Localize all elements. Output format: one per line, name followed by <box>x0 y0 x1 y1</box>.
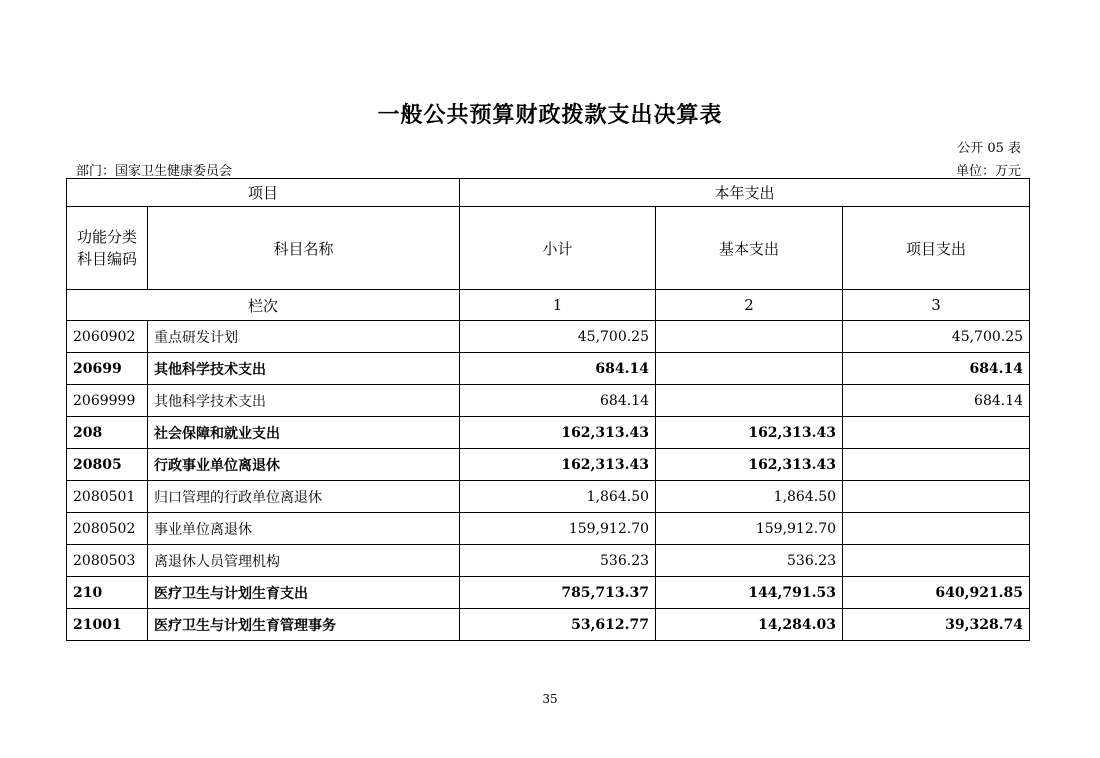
row-basic: 162,313.43 <box>656 449 843 481</box>
row-name: 行政事业单位离退休 <box>148 449 460 481</box>
row-code: 2060902 <box>67 321 148 353</box>
row-subtotal: 159,912.70 <box>460 513 656 545</box>
header-column-seq: 栏次 <box>67 290 460 321</box>
page-title: 一般公共预算财政拨款支出决算表 <box>377 102 723 128</box>
table-row <box>67 385 1030 417</box>
row-name: 社会保障和就业支出 <box>148 417 460 449</box>
row-project <box>843 513 1030 545</box>
row-name: 其他科学技术支出 <box>148 353 460 385</box>
row-name: 事业单位离退休 <box>148 513 460 545</box>
table-row <box>67 481 1030 513</box>
header-col-3: 3 <box>843 290 1030 321</box>
header-row-3 <box>67 290 1030 321</box>
table-row <box>67 609 1030 641</box>
header-code: 功能分类 科目编码 <box>67 207 148 290</box>
row-project: 684.14 <box>843 385 1030 417</box>
row-basic <box>656 385 843 417</box>
row-code: 20805 <box>67 449 148 481</box>
row-code: 2069999 <box>67 385 148 417</box>
row-code: 20699 <box>67 353 148 385</box>
row-subtotal: 162,313.43 <box>460 449 656 481</box>
row-subtotal: 162,313.43 <box>460 417 656 449</box>
row-subtotal: 53,612.77 <box>460 609 656 641</box>
header-current-year: 本年支出 <box>460 179 1030 207</box>
table-row <box>67 449 1030 481</box>
form-number: 公开 05 表 <box>957 141 1021 156</box>
row-project <box>843 417 1030 449</box>
row-basic: 1,864.50 <box>656 481 843 513</box>
header-item: 项目 <box>67 179 460 207</box>
row-basic <box>656 353 843 385</box>
header-col-1: 1 <box>460 290 656 321</box>
row-code: 210 <box>67 577 148 609</box>
row-project <box>843 449 1030 481</box>
row-code: 208 <box>67 417 148 449</box>
row-subtotal: 536.23 <box>460 545 656 577</box>
table-row <box>67 545 1030 577</box>
row-project: 684.14 <box>843 353 1030 385</box>
department-label: 部门：国家卫生健康委员会 <box>76 164 233 179</box>
table-row <box>67 353 1030 385</box>
row-project: 39,328.74 <box>843 609 1030 641</box>
row-code: 2080502 <box>67 513 148 545</box>
row-name: 医疗卫生与计划生育支出 <box>148 577 460 609</box>
header-name: 科目名称 <box>148 207 460 290</box>
row-subtotal: 1,864.50 <box>460 481 656 513</box>
row-name: 离退休人员管理机构 <box>148 545 460 577</box>
row-name: 归口管理的行政单位离退休 <box>148 481 460 513</box>
table-row <box>67 577 1030 609</box>
row-name: 其他科学技术支出 <box>148 385 460 417</box>
header-subtotal: 小计 <box>460 207 656 290</box>
expenditure-table <box>66 178 1030 641</box>
row-project: 640,921.85 <box>843 577 1030 609</box>
row-basic: 159,912.70 <box>656 513 843 545</box>
row-subtotal: 684.14 <box>460 353 656 385</box>
table-row <box>67 321 1030 353</box>
row-project <box>843 545 1030 577</box>
row-code: 2080501 <box>67 481 148 513</box>
unit-label: 单位：万元 <box>955 164 1021 179</box>
row-name: 医疗卫生与计划生育管理事务 <box>148 609 460 641</box>
row-basic: 536.23 <box>656 545 843 577</box>
row-name: 重点研发计划 <box>148 321 460 353</box>
header-row-2 <box>67 207 1030 290</box>
header-basic: 基本支出 <box>656 207 843 290</box>
page-number: 35 <box>542 692 558 706</box>
header-col-2: 2 <box>656 290 843 321</box>
row-subtotal: 684.14 <box>460 385 656 417</box>
header-row-1 <box>67 179 1030 207</box>
row-basic: 14,284.03 <box>656 609 843 641</box>
row-basic: 144,791.53 <box>656 577 843 609</box>
table-row <box>67 417 1030 449</box>
row-project: 45,700.25 <box>843 321 1030 353</box>
row-project <box>843 481 1030 513</box>
header-project: 项目支出 <box>843 207 1030 290</box>
row-code: 21001 <box>67 609 148 641</box>
table-row <box>67 513 1030 545</box>
row-code: 2080503 <box>67 545 148 577</box>
row-basic: 162,313.43 <box>656 417 843 449</box>
row-subtotal: 785,713.37 <box>460 577 656 609</box>
row-subtotal: 45,700.25 <box>460 321 656 353</box>
row-basic <box>656 321 843 353</box>
